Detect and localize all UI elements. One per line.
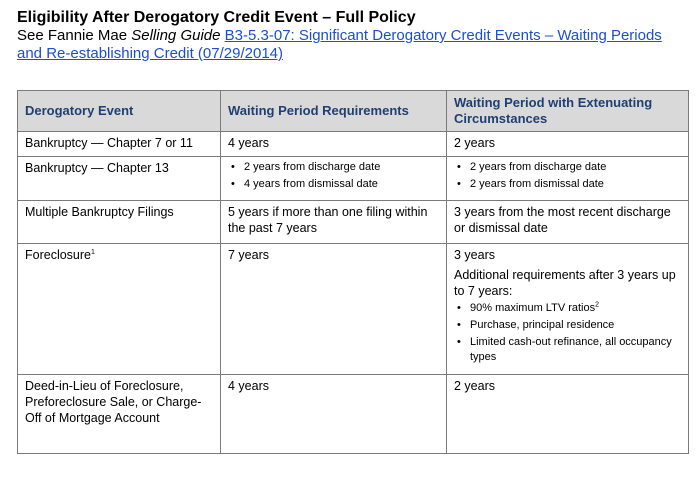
eligibility-table xyxy=(17,90,689,454)
extenuating-cell: 3 years from the most recent discharge or dismissal date xyxy=(447,201,689,244)
event-cell: Bankruptcy — Chapter 7 or 11 xyxy=(18,132,221,157)
header-derogatory-event: Derogatory Event xyxy=(18,91,221,132)
extenuating-list xyxy=(454,301,683,365)
waiting-cell: 4 years xyxy=(221,132,447,157)
extenuating-list xyxy=(454,160,683,192)
extenuating-cell: 2 years xyxy=(447,375,689,454)
list-item-label: 90% maximum LTV ratios xyxy=(470,302,596,314)
footnote-marker: 2 xyxy=(595,301,600,309)
extenuating-cell xyxy=(447,244,689,375)
table-header-row xyxy=(18,91,689,132)
list-item: • 4 years from dismissal date xyxy=(244,177,441,192)
event-cell xyxy=(18,244,221,375)
event-cell: Deed-in-Lieu of Foreclosure, Preforeclosure Sale, or Charge-Off of Mortgage Account xyxy=(18,375,221,454)
table-row xyxy=(18,375,689,454)
waiting-list xyxy=(228,160,441,192)
header-waiting-period: Waiting Period Requirements xyxy=(221,91,447,132)
footnote-marker: 1 xyxy=(91,248,95,256)
list-item: • Purchase, principal residence xyxy=(470,318,683,333)
table-row xyxy=(18,244,689,375)
reference-line xyxy=(17,27,687,63)
extenuating-cell: 2 years xyxy=(447,132,689,157)
header-extenuating: Waiting Period with Extenuating Circumstances xyxy=(447,91,689,132)
guide-section-link[interactable]: B3-5.3-07: Significant Derogatory Credit Events – Waiting Periods and Re-establishing Credit (07/29/2014) xyxy=(17,27,662,62)
list-item: • 2 years from discharge date xyxy=(470,160,683,175)
list-item xyxy=(470,301,683,316)
list-item: • 2 years from dismissal date xyxy=(470,177,683,192)
extenuating-cell xyxy=(447,157,689,201)
list-item: • 2 years from discharge date xyxy=(244,160,441,175)
event-cell: Bankruptcy — Chapter 13 xyxy=(18,157,221,201)
extenuating-subhead: Additional requirements after 3 years up to 7 years: xyxy=(454,268,676,298)
waiting-cell: 5 years if more than one filing within the past 7 years xyxy=(221,201,447,244)
table-row xyxy=(18,201,689,244)
extenuating-head: 3 years xyxy=(454,248,495,262)
waiting-cell: 4 years xyxy=(221,375,447,454)
see-prefix: See Fannie Mae xyxy=(17,27,132,44)
page-heading xyxy=(17,8,687,63)
table-row xyxy=(18,157,689,201)
table-row xyxy=(18,132,689,157)
waiting-cell: 7 years xyxy=(221,244,447,375)
guide-name: Selling Guide xyxy=(131,27,221,44)
event-cell: Multiple Bankruptcy Filings xyxy=(18,201,221,244)
waiting-cell xyxy=(221,157,447,201)
page-title: Eligibility After Derogatory Credit Event – Full Policy xyxy=(17,9,416,26)
event-label: Foreclosure xyxy=(25,248,91,262)
list-item: • Limited cash-out refinance, all occupancy types xyxy=(470,335,683,365)
